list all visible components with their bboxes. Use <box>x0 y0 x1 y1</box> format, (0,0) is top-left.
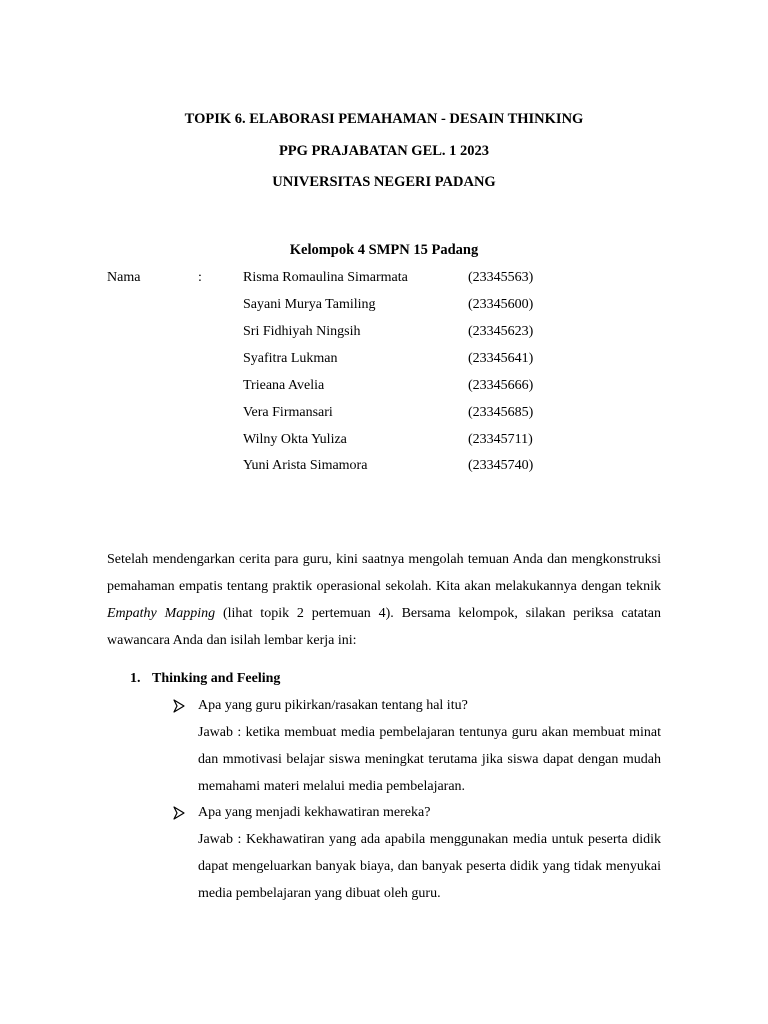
document-title: TOPIK 6. ELABORASI PEMAHAMAN - DESAIN THINKING <box>184 111 584 127</box>
member-row <box>0 269 768 287</box>
university-subtitle: UNIVERSITAS NEGERI PADANG <box>272 174 496 190</box>
intro-text: Setelah mendengarkan cerita para guru, kini saatnya mengolah temuan Anda dan mengkonstruksi pemahaman empatis tentang praktik operasional sekolah. Kita akan melakukannya dengan teknik <box>107 552 661 594</box>
member-row <box>0 377 768 395</box>
member-name: Sri Fidhiyah Ningsih <box>243 324 361 339</box>
arrow-bullet-icon <box>173 806 185 820</box>
answer-text: Jawab : Kekhawatiran yang ada apabila menggunakan media untuk peserta didik dapat mengeluarkan banyak biaya, dan banyak peserta didik yang tidak menyukai media pembelajaran yang dibuat oleh guru. <box>198 832 661 901</box>
member-nim: (23345641) <box>468 351 534 366</box>
section-title: Thinking and Feeling <box>152 671 281 686</box>
member-name: Yuni Arista Simamora <box>243 458 368 473</box>
member-name: Risma Romaulina Simarmata <box>243 270 408 285</box>
answer-text: Jawab : ketika membuat media pembelajaran tentunya guru akan membuat minat dan mmotivasi belajar siswa meningkat terutama jika siswa dapat dengan mudah memahami materi melalui media pembelajaran. <box>198 725 661 794</box>
intro-text-end: (lihat topik 2 pertemuan 4). Bersama kelompok, silakan periksa catatan wawancara Anda dan isilah lembar kerja ini: <box>107 606 661 648</box>
member-nim: (23345666) <box>468 378 534 393</box>
member-nim: (23345600) <box>468 297 534 312</box>
member-row <box>0 404 768 422</box>
member-name: Sayani Murya Tamiling <box>243 297 376 312</box>
member-nim: (23345711) <box>468 432 533 447</box>
section-number: 1. <box>130 671 141 686</box>
member-nim: (23345740) <box>468 458 534 473</box>
empathy-mapping-term: Empathy Mapping <box>107 606 216 621</box>
intro-paragraph <box>107 546 661 654</box>
group-title: Kelompok 4 SMPN 15 Padang <box>289 242 479 258</box>
member-nim: (23345685) <box>468 405 534 420</box>
member-name: Trieana Avelia <box>243 378 325 393</box>
name-label: Nama <box>107 270 141 285</box>
member-nim: (23345563) <box>468 270 534 285</box>
member-row <box>0 431 768 449</box>
member-name: Syafitra Lukman <box>243 351 338 366</box>
member-nim: (23345623) <box>468 324 534 339</box>
member-name: Vera Firmansari <box>243 405 333 420</box>
member-name: Wilny Okta Yuliza <box>243 432 347 447</box>
question-text: Apa yang menjadi kekhawatiran mereka? <box>198 805 431 820</box>
program-subtitle: PPG PRAJABATAN GEL. 1 2023 <box>278 143 490 159</box>
member-row <box>0 296 768 314</box>
arrow-bullet-icon <box>173 699 185 713</box>
member-row <box>0 350 768 368</box>
name-colon: : <box>198 270 202 285</box>
member-row <box>0 457 768 475</box>
member-row <box>0 323 768 341</box>
question-text: Apa yang guru pikirkan/rasakan tentang hal itu? <box>198 698 468 713</box>
